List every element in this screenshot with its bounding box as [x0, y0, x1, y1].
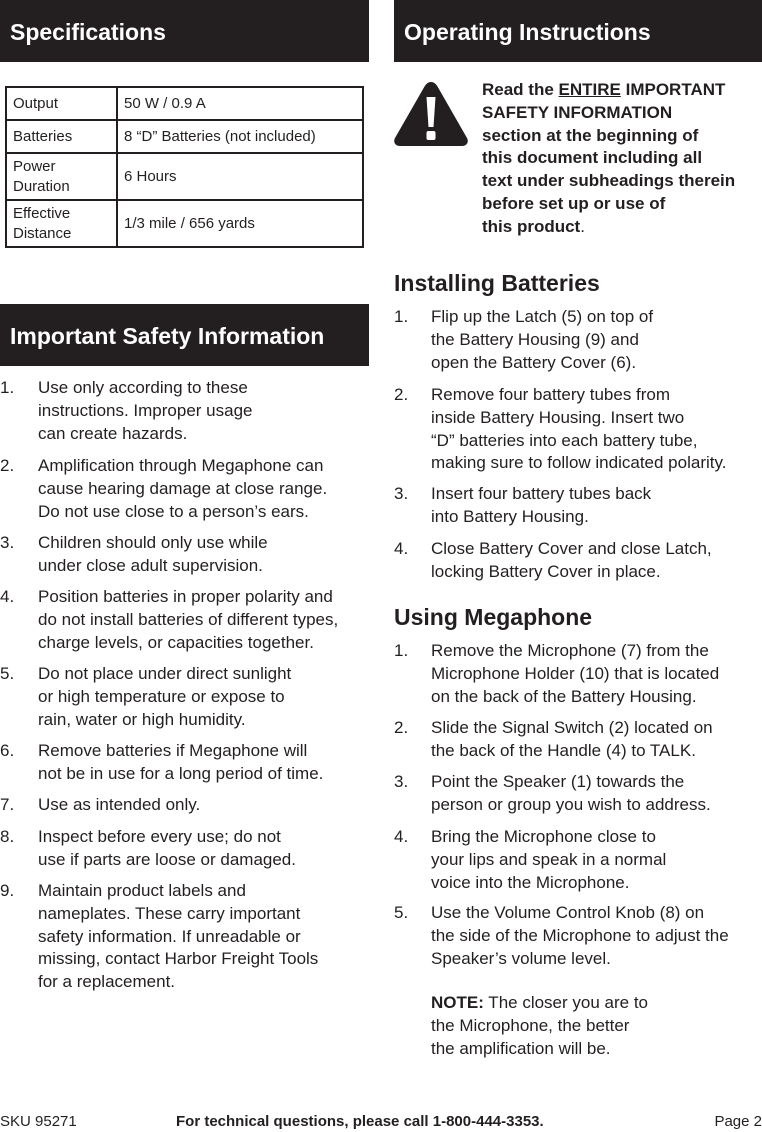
operating-banner: [394, 0, 762, 62]
note-body: The closer you are to the Microphone, the better the amplification will be.: [431, 993, 648, 1058]
item-number: 6.: [0, 741, 15, 760]
note-label: NOTE:: [431, 993, 484, 1012]
item-number: 3.: [394, 484, 409, 503]
item-text: Remove batteries if Megaphone will not be in use for a long period of time.: [38, 741, 324, 783]
item-number: 1.: [394, 307, 409, 326]
item-number: 2.: [394, 385, 409, 404]
item-text: Amplification through Megaphone can cause hearing damage at close range. Do not use close to a person’s ears.: [38, 456, 328, 521]
item-number: 2.: [394, 718, 409, 737]
item-number: 3.: [0, 533, 15, 552]
spec-row-power-duration: [6, 153, 363, 200]
warning-end: .: [580, 216, 585, 236]
item-text: Insert four battery tubes back into Battery Housing.: [431, 484, 652, 526]
item-number: 5.: [0, 664, 15, 683]
using-megaphone-heading: Using Megaphone: [394, 604, 593, 630]
item-number: 7.: [0, 795, 15, 814]
item-text: Bring the Microphone close to your lips and speak in a normal voice into the Microphone.: [431, 827, 667, 892]
spec-row-batteries: [6, 120, 363, 153]
item-number: 4.: [394, 827, 409, 846]
spec-value: 8 “D” Batteries (not included): [117, 120, 363, 153]
spec-value: 50 W / 0.9 A: [117, 87, 363, 120]
item-number: 3.: [394, 772, 409, 791]
item-number: 5.: [394, 903, 409, 922]
item-text: Position batteries in proper polarity and do not install batteries of different types, charge levels, or capacities together.: [38, 587, 339, 652]
operating-title: Operating Instructions: [404, 19, 651, 45]
warning-lead: Read the: [482, 80, 559, 99]
item-text: Remove four battery tubes from inside Battery Housing. Insert two “D” batteries into each battery tube, making sure to follow indicated polarity.: [431, 385, 727, 473]
installing-batteries-heading: Installing Batteries: [394, 270, 600, 296]
safety-title: Important Safety Information: [10, 323, 325, 349]
item-text: Do not place under direct sunlight or high temperature or expose to rain, water or high humidity.: [38, 664, 292, 729]
item-number: 2.: [0, 456, 15, 475]
specifications-title: Specifications: [10, 19, 166, 45]
item-text: Use as intended only.: [38, 795, 201, 814]
safety-banner: [0, 304, 369, 366]
item-text: Inspect before every use; do not use if parts are loose or damaged.: [38, 827, 296, 869]
footer-sku: SKU 95271: [0, 1113, 77, 1130]
item-number: 9.: [0, 881, 15, 900]
spec-label: Output: [6, 87, 117, 120]
item-text: Use only according to these instructions. Improper usage can create hazards.: [38, 378, 253, 443]
spec-value: 1/3 mile / 656 yards: [117, 200, 363, 247]
spec-label: Batteries: [6, 120, 117, 153]
item-number: 4.: [0, 587, 15, 606]
footer-page-number: Page 2: [714, 1113, 762, 1130]
specifications-banner: [0, 0, 369, 62]
item-text: Maintain product labels and nameplates. These carry important safety information. If unreadable or missing, contact Harbor Freight Tools for a replacement.: [38, 881, 319, 992]
warning-body: IMPORTANT SAFETY INFORMATION section at the beginning of this document including all text under subheadings therein before set up or use of this product: [482, 80, 736, 236]
item-text: Remove the Microphone (7) from the Microphone Holder (10) that is located on the back of the Battery Housing.: [431, 641, 720, 706]
item-number: 8.: [0, 827, 15, 846]
item-text: Flip up the Latch (5) on top of the Battery Housing (9) and open the Battery Cover (6).: [431, 307, 654, 372]
safety-warning-text: [482, 79, 762, 239]
spec-value: 6 Hours: [117, 153, 363, 200]
warning-emphasis: ENTIRE: [558, 80, 621, 99]
item-text: Use the Volume Control Knob (8) on the side of the Microphone to adjust the Speaker’s volume level.: [431, 903, 729, 968]
item-number: 1.: [0, 378, 15, 397]
item-text: Close Battery Cover and close Latch, locking Battery Cover in place.: [431, 539, 712, 581]
specifications-table: [5, 86, 364, 248]
spec-label: Effective Distance: [6, 200, 117, 247]
footer-tech-support: For technical questions, please call 1-800-444-3353.: [176, 1113, 544, 1130]
item-text: Point the Speaker (1) towards the person or group you wish to address.: [431, 772, 711, 814]
item-number: 4.: [394, 539, 409, 558]
item-text: Slide the Signal Switch (2) located on the back of the Handle (4) to TALK.: [431, 718, 713, 760]
spec-row-output: [6, 87, 363, 120]
item-number: 1.: [394, 641, 409, 660]
item-text: Children should only use while under close adult supervision.: [38, 533, 268, 575]
spec-row-effective-distance: [6, 200, 363, 247]
note-text: [431, 992, 762, 1060]
spec-label: Power Duration: [6, 153, 117, 200]
warning-triangle-icon: [393, 80, 469, 147]
